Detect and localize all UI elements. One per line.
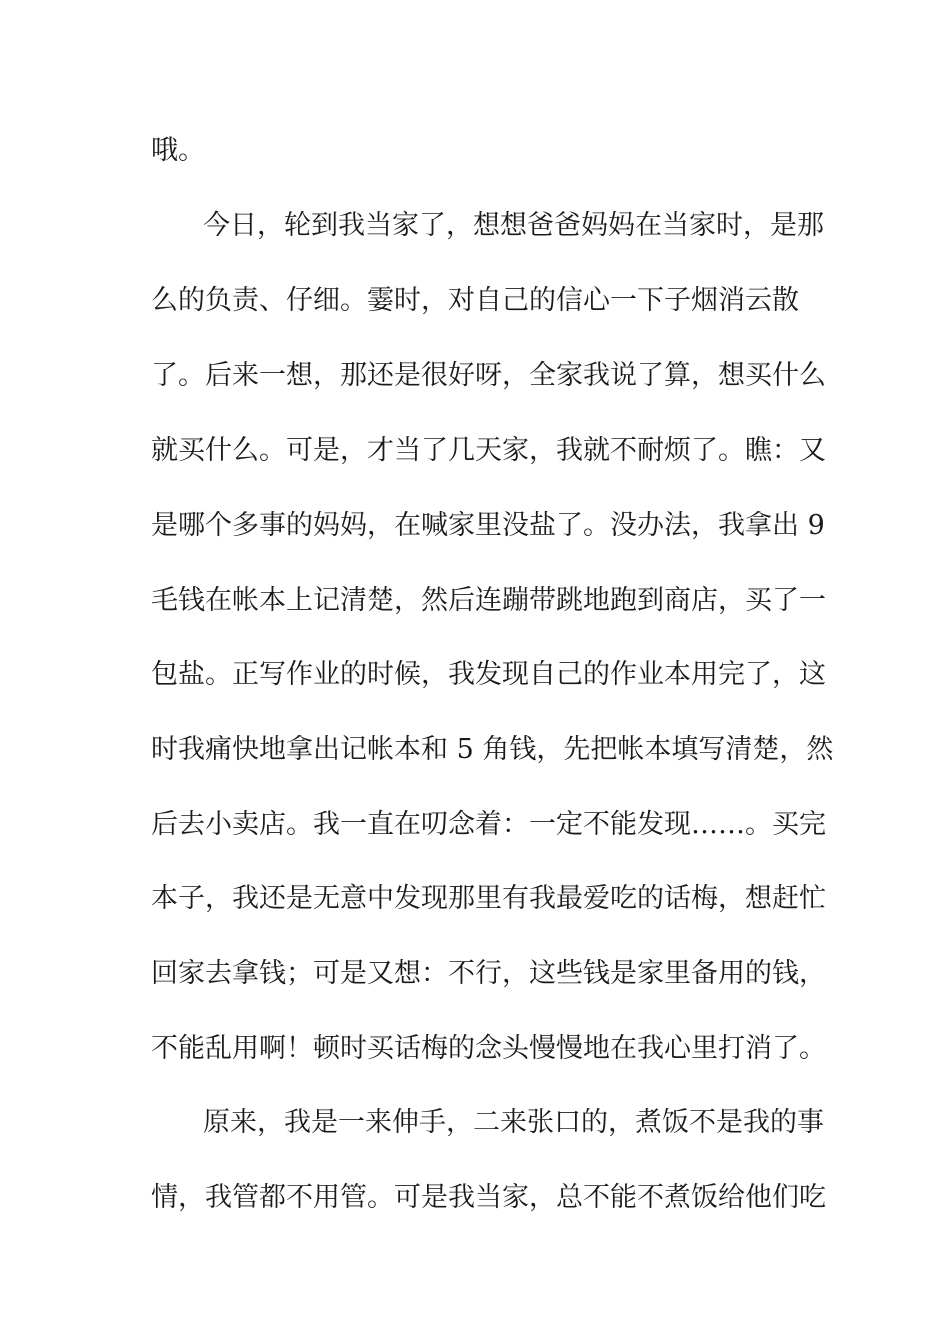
text-line: 情，我管都不用管。可是我当家，总不能不煮饭给他们吃 [151,1182,826,1213]
text-line: 包盐。正写作业的时候，我发现自己的作业本用完了，这 [151,659,826,690]
text-line: 就买什么。可是，才当了几天家，我就不耐烦了。瞧：又 [151,435,826,466]
text-line: 回家去拿钱；可是又想：不行，这些钱是家里备用的钱， [151,958,826,989]
paragraph-first-line: 今日，轮到我当家了，想想爸爸妈妈在当家时，是那 [203,210,824,241]
text-line: 是哪个多事的妈妈，在喊家里没盐了。没办法，我拿出 9 [151,510,825,541]
text-line: 时我痛快地拿出记帐本和 5 角钱，先把帐本填写清楚，然 [151,734,834,765]
text-line: 毛钱在帐本上记清楚，然后连蹦带跳地跑到商店，买了一 [151,585,826,616]
paragraph-first-line: 原来，我是一来伸手，二来张口的，煮饭不是我的事 [203,1107,824,1138]
text-line: 了。后来一想，那还是很好呀，全家我说了算，想买什么 [151,360,826,391]
text-line: 本子，我还是无意中发现那里有我最爱吃的话梅，想赶忙 [151,883,826,914]
text-line: 哦。 [151,135,205,166]
text-line: 不能乱用啊！顿时买话梅的念头慢慢地在我心里打消了。 [151,1033,826,1064]
text-line: 后去小卖店。我一直在叨念着：一定不能发现……。买完 [151,809,826,840]
text-line: 么的负责、仔细。霎时，对自己的信心一下子烟消云散 [151,285,799,316]
